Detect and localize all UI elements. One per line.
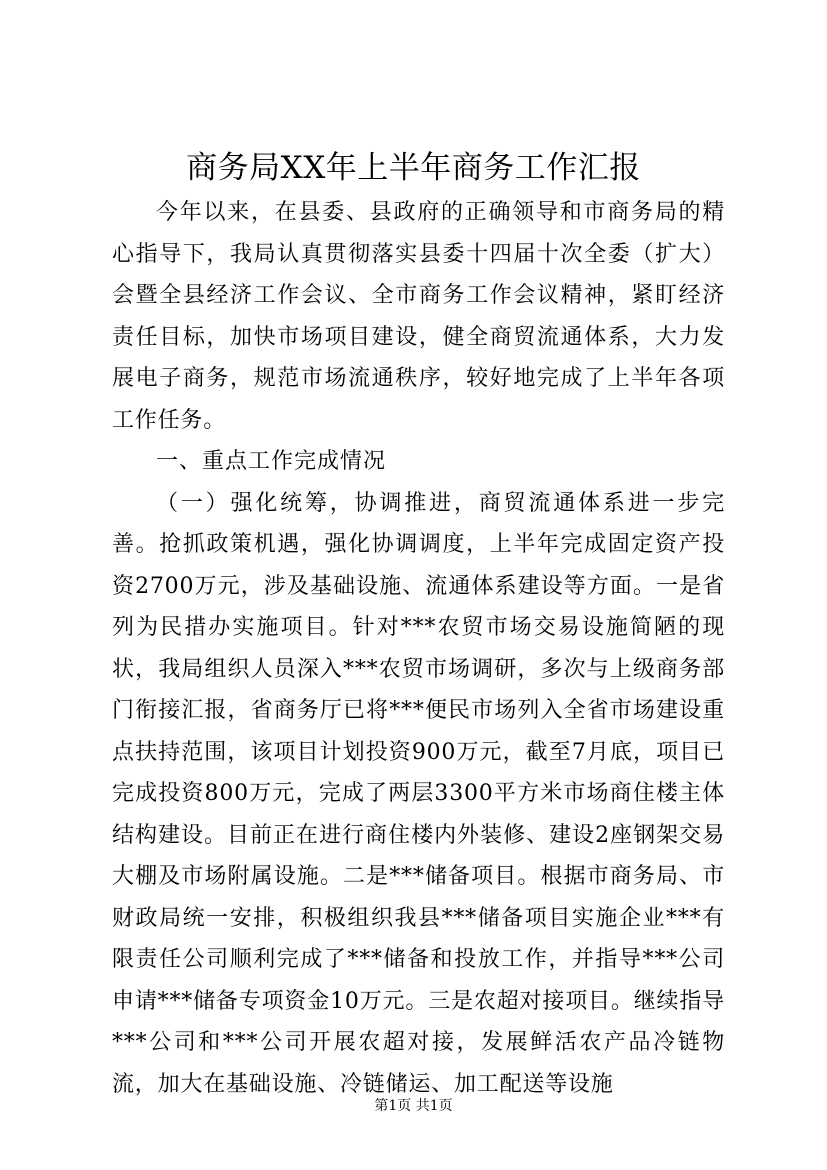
page-footer: 第1页 共1页 [374,1098,453,1114]
section-heading: 一、重点工作完成情况 [156,449,387,474]
document-body [112,192,725,1105]
intro-paragraph: 今年以来，在县委、县政府的正确领导和市商务局的精心指导下，我局认真贯彻落实县委十四届十次全委（扩大）会暨全县经济工作会议、全市商务工作会议精神，紧盯经济责任目标，加快市场项目建设，健全商贸流通体系，大力发展电子商务，规范市场流通秩序，较好地完成了上半年各项工作任务。 [112,200,725,433]
document-title: 商务局XX年上半年商务工作汇报 [186,150,641,186]
section-paragraph: （一）强化统筹，协调推进，商贸流通体系进一步完善。抢抓政策机遇，强化协调调度，上半年完成固定资产投资2700万元，涉及基础设施、流通体系建设等方面。一是省列为民措办实施项目。针对***农贸市场交易设施简陋的现状，我局组织人员深入***农贸市场调研，多次与上级商务部门衔接汇报，省商务厅已将***便民市场列入全省市场建设重点扶持范围，该项目计划投资900万元，截至7月底，项目已完成投资800万元，完成了两层3300平方米市场商住楼主体结构建设。目前正在进行商住楼内外装修、建设2座钢架交易大棚及市场附属设施。二是***储备项目。根据市商务局、市财政局统一安排，积极组织我县***储备项目实施企业***有限责任公司顺利完成了***储备和投放工作，并指导***公司申请***储备专项资金10万元。三是农超对接项目。继续指导***公司和***公司开展农超对接，发展鲜活农产品冷链物流，加大在基础设施、冷链储运、加工配送等设施 [112,490,725,1097]
